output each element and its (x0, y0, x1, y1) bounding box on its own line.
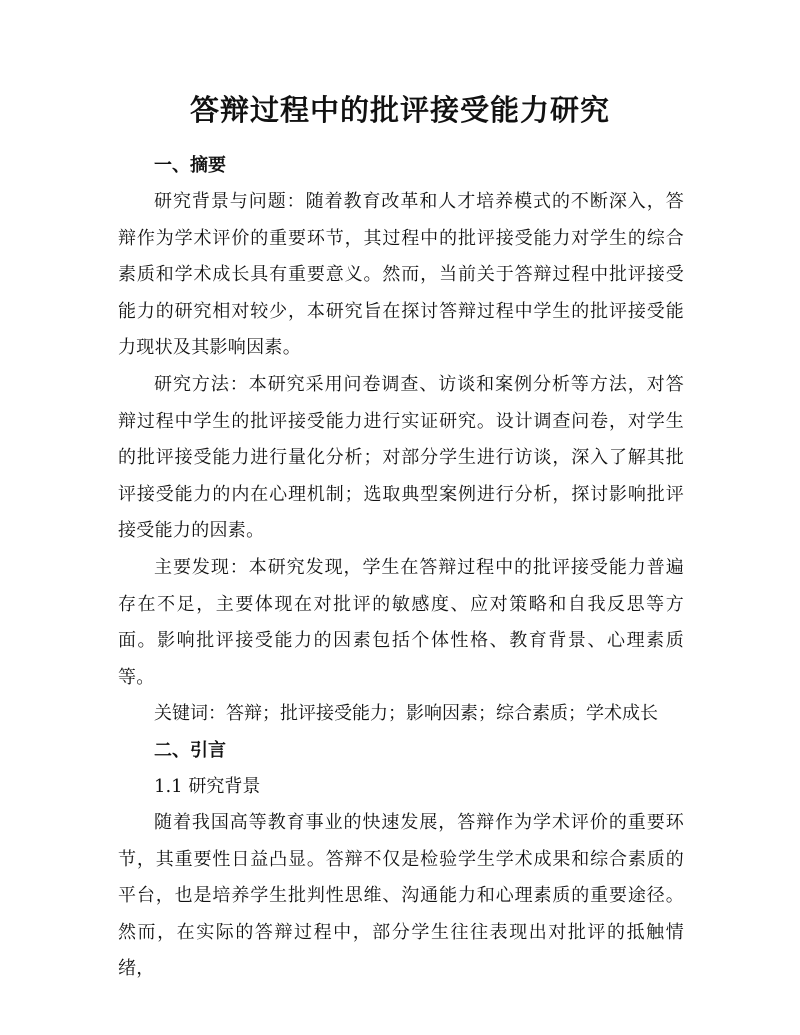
intro-heading: 二、引言 (154, 739, 226, 761)
background-paragraph: 研究背景与问题：随着教育改革和人才培养模式的不断深入，答辩作为学术评价的重要环节，其过程中的批评接受能力对学生的综合素质和学术成长具有重要意义。然而，当前关于答辩过程中批评接受能力的研究相对较少，本研究旨在探讨答辩过程中学生的批评接受能力现状及其影响因素。 (118, 191, 684, 359)
keywords-line: 关键词：答辩；批评接受能力；影响因素；综合素质；学术成长 (154, 703, 658, 725)
findings-paragraph: 主要发现：本研究发现，学生在答辩过程中的批评接受能力普遍存在不足，主要体现在对批评的敏感度、应对策略和自我反思等方面。影响批评接受能力的因素包括个体性格、教育背景、心理素质等。 (118, 556, 684, 688)
document-body (118, 148, 684, 988)
intro-paragraph: 随着我国高等教育事业的快速发展，答辩作为学术评价的重要环节，其重要性日益凸显。答辩不仅是检验学生学术成果和综合素质的平台，也是培养学生批判性思维、沟通能力和心理素质的重要途径。然而，在实际的答辩过程中，部分学生往往表现出对批评的抵触情绪， (118, 811, 684, 980)
subsection-heading: 1.1 研究背景 (154, 775, 261, 797)
document-title: 答辩过程中的批评接受能力研究 (189, 93, 610, 127)
abstract-heading: 一、摘要 (154, 155, 226, 176)
method-paragraph: 研究方法：本研究采用问卷调查、访谈和案例分析等方法，对答辩过程中学生的批评接受能力进行实证研究。设计调查问卷，对学生的批评接受能力进行量化分析；对部分学生进行访谈，深入了解其批评接受能力的内在心理机制；选取典型案例进行分析，探讨影响批评接受能力的因素。 (118, 373, 684, 542)
